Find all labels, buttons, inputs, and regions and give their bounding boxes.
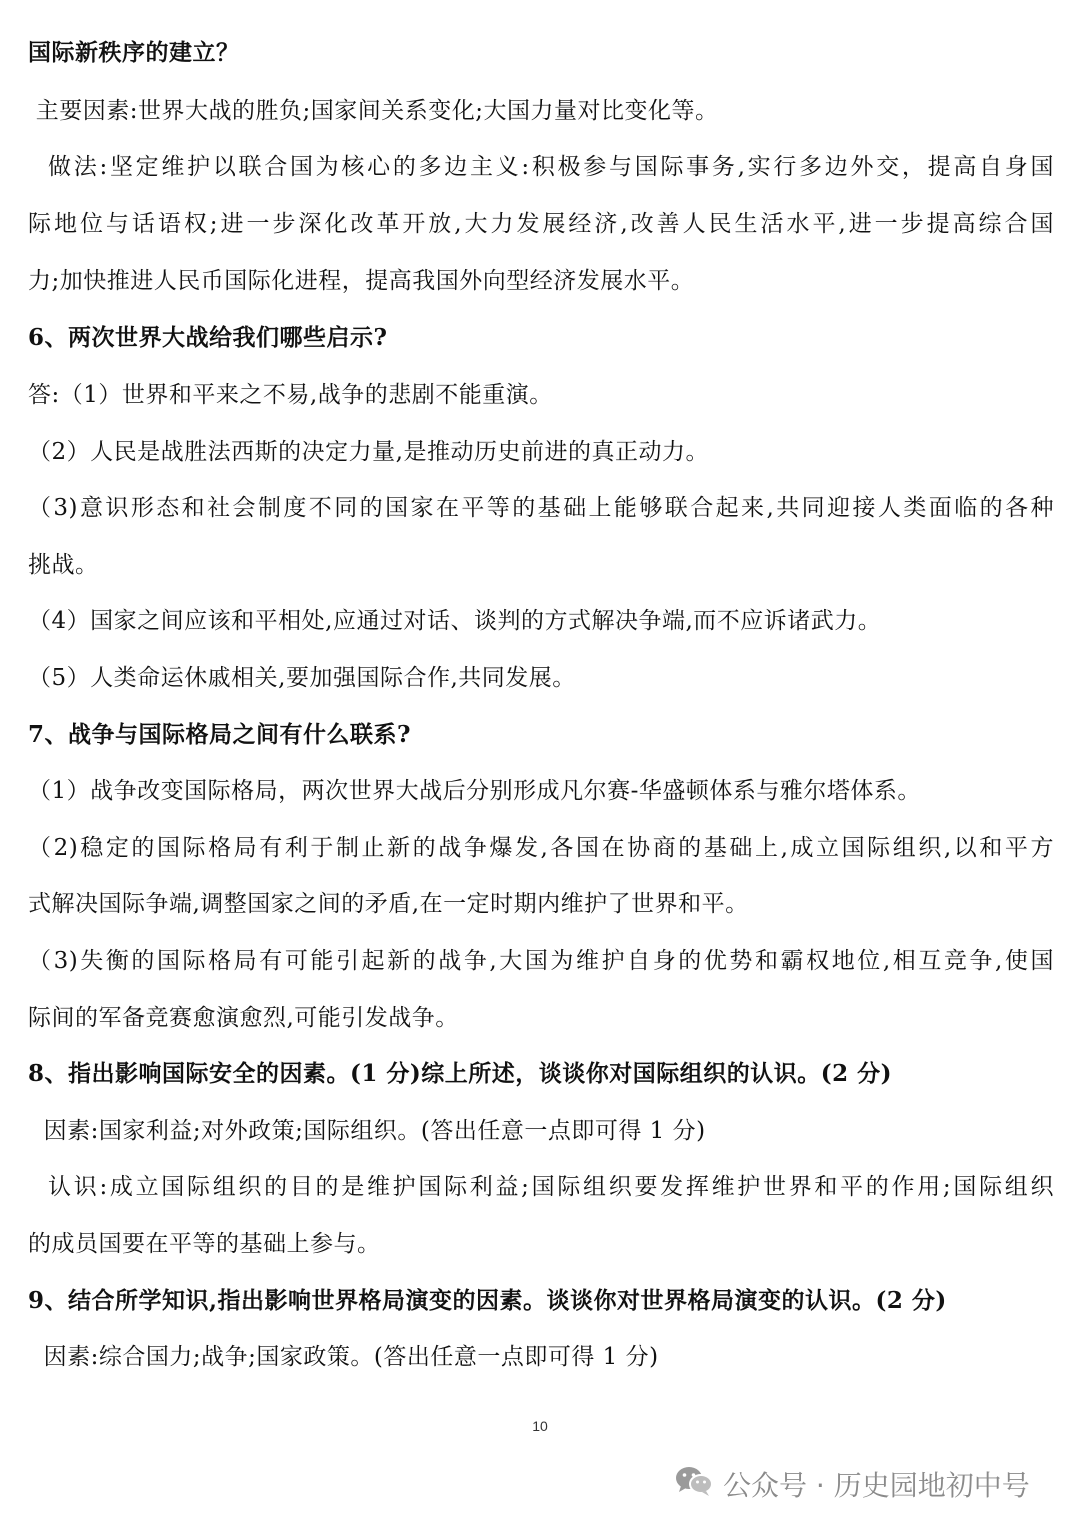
answer-8-factors: 因素:国家利益;对外政策;国际组织。(答出任意一点即可得 1 分): [28, 1118, 706, 1144]
answer-7-item-2-line-2: 式解决国际争端,调整国家之间的矛盾,在一定时期内维护了世界和平。: [28, 891, 749, 917]
answer-6-item-4: （4）国家之间应该和平相处,应通过对话、谈判的方式解决争端,而不应诉诸武力。: [28, 608, 882, 634]
question-8-heading: 8、指出影响国际安全的因素。(1 分)综上所述，谈谈你对国际组织的认识。(2 分): [28, 1060, 893, 1087]
wechat-icon: [675, 1465, 723, 1504]
answer-6-item-2: （2）人民是战胜法西斯的决定力量,是推动历史前进的真正动力。: [28, 439, 709, 465]
page-number: 10: [532, 1418, 548, 1434]
watermark: [675, 1464, 1030, 1504]
watermark-text: 公众号 · 历史园地初中号: [723, 1469, 1030, 1502]
question-9-heading: 9、结合所学知识,指出影响世界格局演变的因素。谈谈你对世界格局演变的认识。(2 分): [28, 1287, 947, 1314]
question-6-heading: 6、两次世界大战给我们哪些启示?: [28, 324, 388, 351]
answer-7-item-1: （1）战争改变国际格局，两次世界大战后分别形成凡尔赛-华盛顿体系与雅尔塔体系。: [28, 778, 921, 804]
answer-6-item-5: （5）人类命运休戚相关,要加强国际合作,共同发展。: [28, 665, 576, 691]
answer-8-understanding-line-2: 的成员国要在平等的基础上参与。: [28, 1231, 381, 1257]
heading-new-order: 国际新秩序的建立？: [28, 39, 240, 66]
answer-7-item-3-line-2: 际间的军备竞赛愈演愈烈,可能引发战争。: [28, 1005, 459, 1031]
question-7-heading: 7、战争与国际格局之间有什么联系?: [28, 721, 411, 748]
answer-9-factors: 因素:综合国力;战争;国家政策。(答出任意一点即可得 1 分): [28, 1344, 659, 1370]
answer-7-item-3-line-1: （3)失衡的国际格局有可能引起新的战争,大国为维护自身的优势和霸权地位,相互竞争,使国: [28, 948, 1054, 974]
answer-6-item-1: 答:（1）世界和平来之不易,战争的悲剧不能重演。: [28, 382, 553, 408]
answer-8-understanding-line-1: 认识:成立国际组织的目的是维护国际利益;国际组织要发挥维护世界和平的作用;国际组织: [28, 1174, 1054, 1200]
text-approach-line-3: 力;加快推进人民币国际化进程，提高我国外向型经济发展水平。: [28, 268, 695, 294]
answer-7-item-2-line-1: （2)稳定的国际格局有利于制止新的战争爆发,各国在协商的基础上,成立国际组织,以和平方: [28, 835, 1054, 861]
text-main-factors: 主要因素:世界大战的胜负;国家间关系变化;大国力量对比变化等。: [28, 98, 719, 124]
text-approach-line-2: 际地位与话语权;进一步深化改革开放,大力发展经济,改善人民生活水平,进一步提高综合国: [28, 211, 1054, 237]
answer-6-item-3-line-1: （3)意识形态和社会制度不同的国家在平等的基础上能够联合起来,共同迎接人类面临的各种: [28, 495, 1054, 521]
text-approach-line-1: 做法:坚定维护以联合国为核心的多边主义:积极参与国际事务,实行多边外交，提高自身国: [28, 154, 1054, 180]
answer-6-item-3-line-2: 挑战。: [28, 552, 99, 578]
